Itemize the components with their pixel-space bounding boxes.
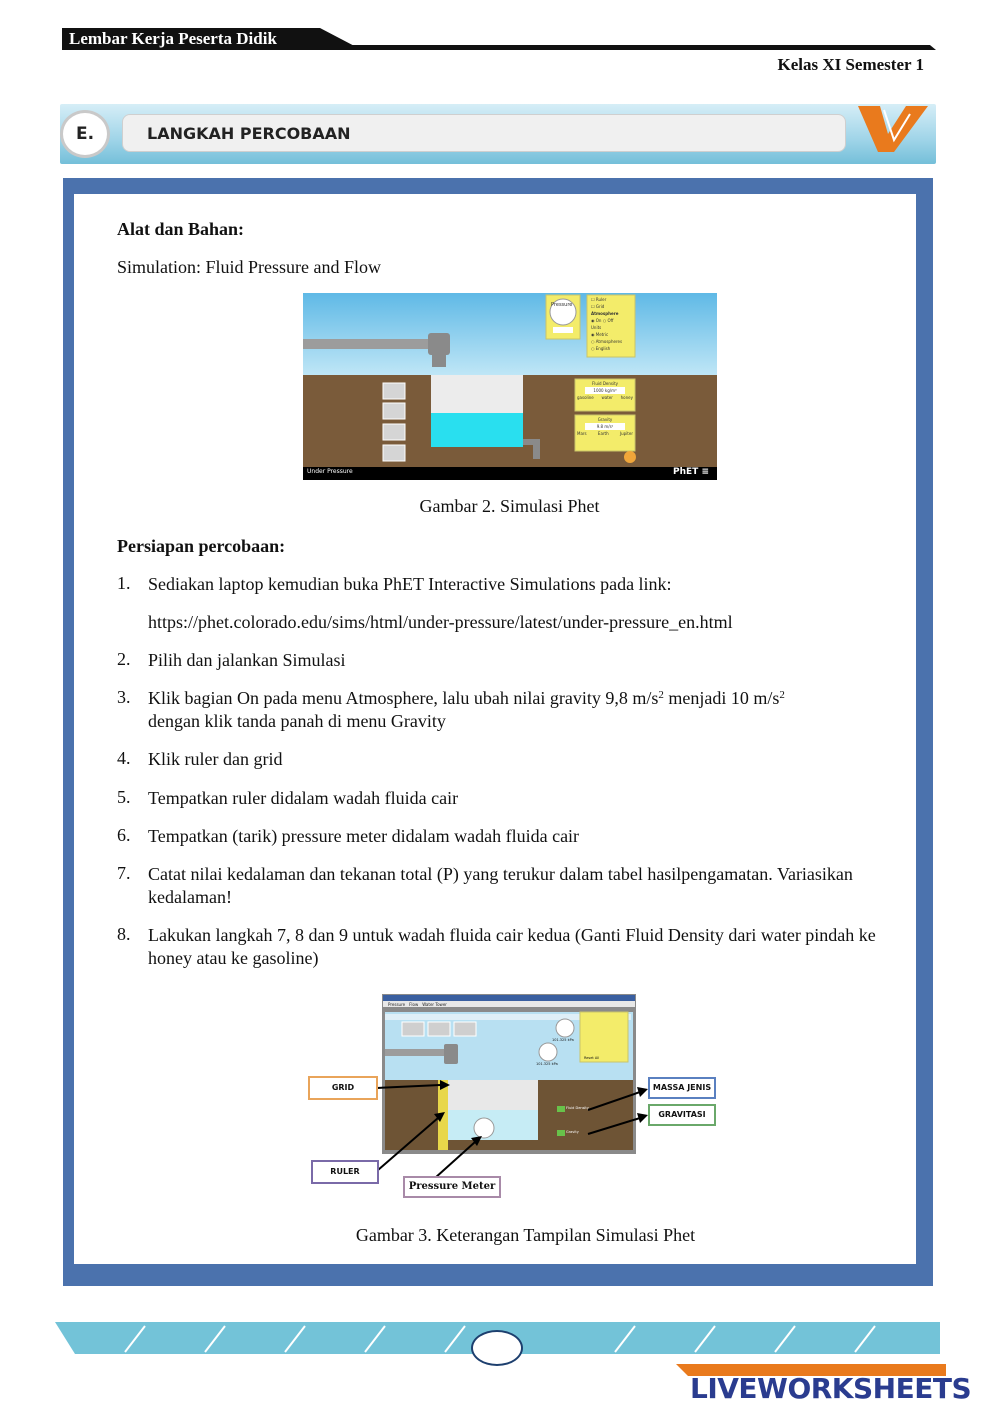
simulation-link[interactable]: https://phet.colorado.edu/sims/html/under-pressure/latest/under-pressure_en.html [148,612,733,632]
phet-logo: PhET ≡ [673,467,709,477]
step-text: Klik bagian On pada menu Atmosphere, lalu ubah nilai gravity 9,8 $m/s^2$ menjadi 10 $m/s^2$ dengan klik tanda panah di menu Gravity [148,688,785,731]
step-number: 6. [117,825,131,845]
step-text: Pilih dan jalankan Simulasi [148,650,346,670]
step-number: 8. [117,924,131,944]
step-number: 7. [117,863,131,883]
sim-gravity-label: Gravity [597,417,613,422]
sim-grid-option[interactable]: ☐ Grid [591,304,605,309]
page-number-oval [471,1330,523,1366]
sim2-gravity[interactable]: Gravity [566,1130,579,1134]
step-number: 1. [117,573,131,593]
sim-density-value[interactable]: 1000 kg/m³ [585,387,625,394]
step-number: 3. [117,687,131,707]
sim-atmosphere-label: Atmosphere [591,311,619,316]
figure2-caption: Gambar 2. Simulasi Phet [419,496,600,516]
step-text: Tempatkan (tarik) pressure meter didalam wadah fluida cair [148,826,580,846]
step-text: Sediakan laptop kemudian buka PhET Interactive Simulations pada link: [148,574,672,594]
liveworksheets-logo: LIVEWORKSHEETS [690,1372,972,1405]
sim-gravity-panel: Gravity 9.8 m/s² Mars Earth Jupiter [577,417,633,436]
step-number: 4. [117,748,131,768]
sim-unit-english[interactable]: ○ English [591,346,611,351]
sim-fluid-density-panel: Fluid Density 1000 kg/m³ gasoline water honey [577,381,633,400]
section-title: LANGKAH PERCOBAAN [147,124,351,143]
simulation-line: Simulation: Fluid Pressure and Flow [117,257,382,277]
sim-atmosphere-toggle[interactable]: ◉ On ○ Off [591,318,614,323]
sim-fluid-density-label: Fluid Density [591,381,619,386]
callout-ruler: RULER [311,1160,379,1184]
sim-bottom-label: Under Pressure [307,468,353,475]
sim2-reading-2: 101.325 kPa [536,1062,558,1066]
callout-pressure-meter: Pressure Meter [403,1176,501,1198]
sim2-reset-button[interactable]: Reset All [584,1056,600,1060]
sim-ruler-option[interactable]: ☐ Ruler [591,297,607,302]
tools-heading: Alat dan Bahan: [117,219,245,239]
sim-pressure-label: Pressure [551,302,573,308]
callout-grid: GRID [308,1076,378,1100]
step-text: Klik ruler dan grid [148,749,283,769]
tab-water-tower[interactable]: Water Tower [422,1002,447,1007]
callout-gravitasi: GRAVITASI [648,1104,716,1126]
sim2-fluid-density[interactable]: Fluid Density [566,1106,589,1110]
tab-flow[interactable]: Flow [409,1002,419,1007]
step-text: Lakukan langkah 7, 8 dan 9 untuk wadah fluida cair kedua (Ganti Fluid Density dari water pindah ke honey atau ke gasoline) [148,925,876,968]
sim-unit-atmospheres[interactable]: ○ Atmospheres [591,339,623,344]
step-number: 2. [117,649,131,669]
step-number: 5. [117,787,131,807]
header-title: Lembar Kerja Peserta Didik [69,29,277,48]
tab-pressure[interactable]: Pressure [388,1002,406,1007]
class-info: Kelas XI Semester 1 [777,55,924,74]
menu-icon[interactable]: ≡ [701,467,709,477]
sim-unit-metric[interactable]: ◉ Metric [591,332,609,337]
step-text: Catat nilai kedalaman dan tekanan total (P) yang terukur dalam tabel hasilpengamatan. Variasikan kedalaman! [148,864,853,907]
prep-heading: Persiapan percobaan: [117,536,286,556]
step-text: Tempatkan ruler didalam wadah fluida cair [148,788,459,808]
sim-units-label: Units [591,325,602,330]
figure3-caption: Gambar 3. Keterangan Tampilan Simulasi Phet [355,1225,696,1245]
sim-gravity-value[interactable]: 9.8 m/s² [585,423,625,430]
section-letter: E. [60,110,110,158]
sim2-reading-1: 101.325 kPa [552,1038,574,1042]
callout-massa-jenis: MASSA JENIS [648,1077,716,1099]
